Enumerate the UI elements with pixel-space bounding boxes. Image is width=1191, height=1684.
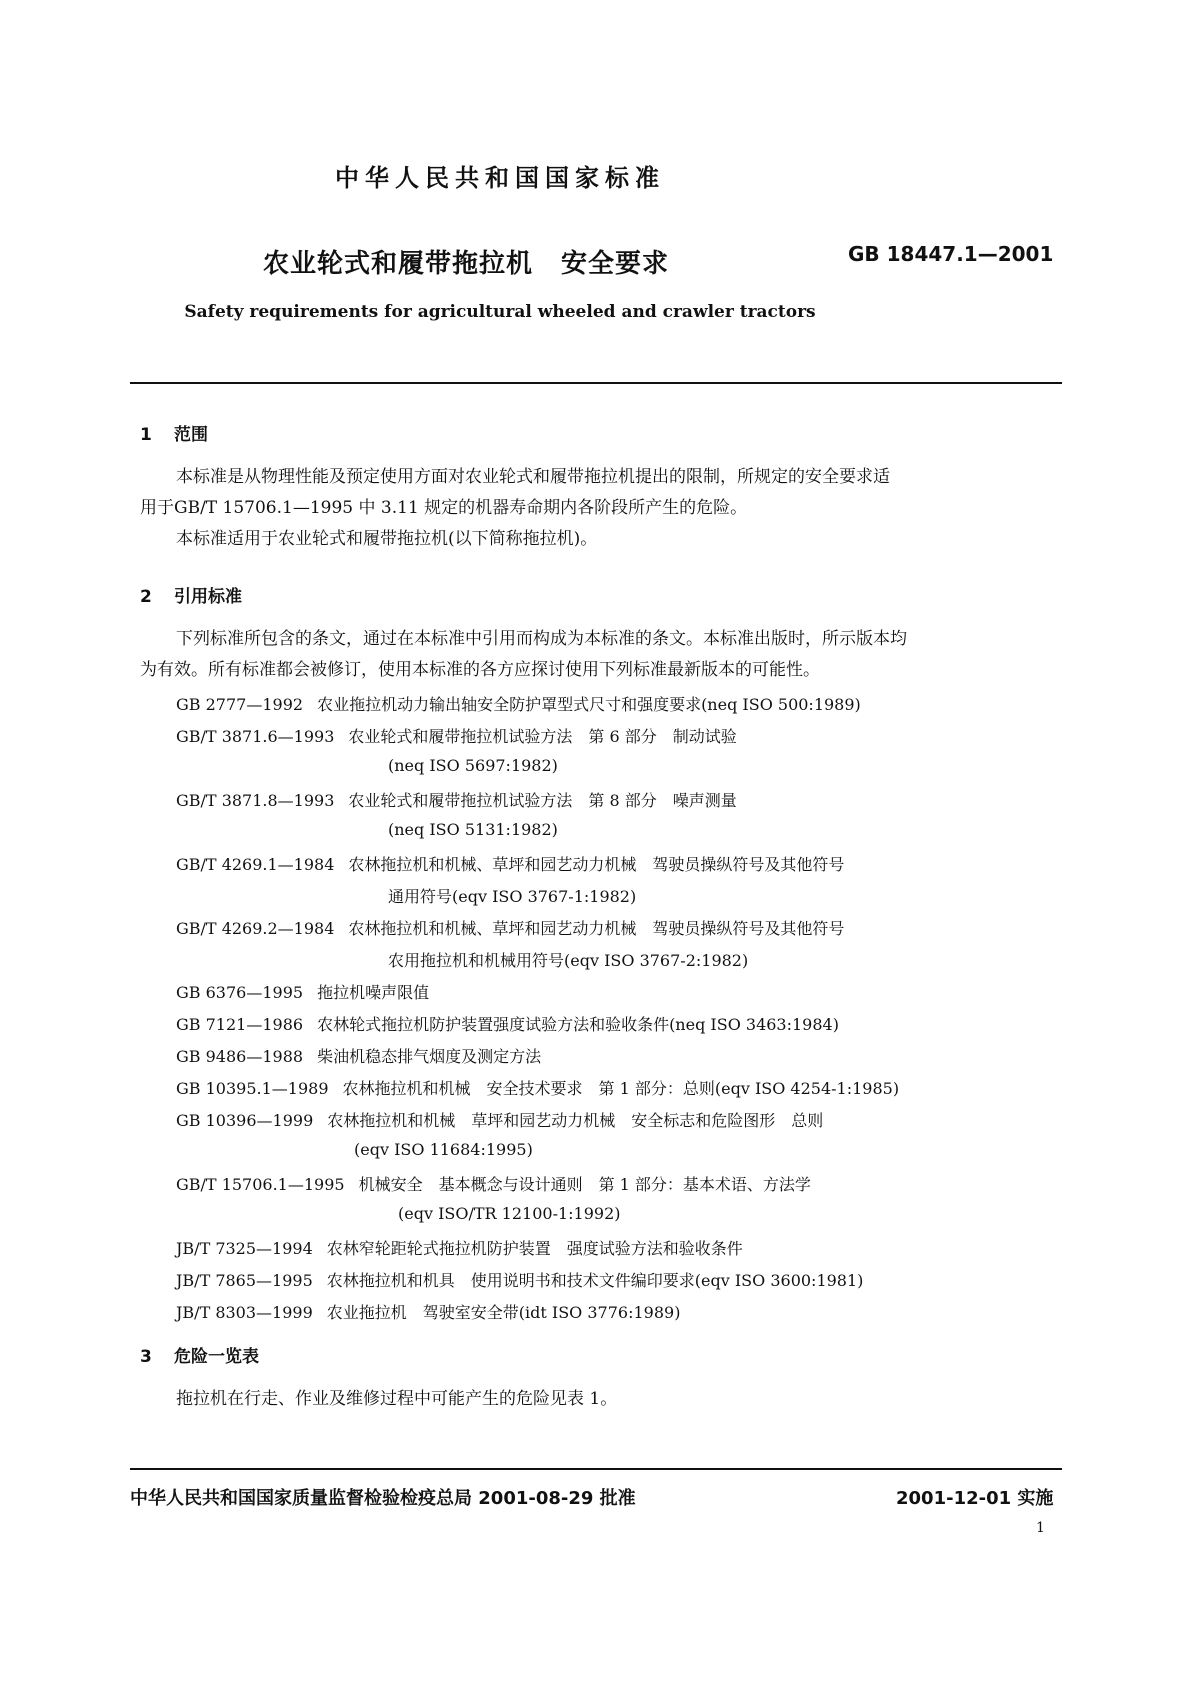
reference-item: GB 10395.1—1989 农林拖拉机和机械 安全技术要求 第 1 部分：总则(eqv ISO 4254-1:1985) (176, 1079, 900, 1098)
implementation-date: 2001-12-01 实施 (896, 1488, 1054, 1509)
section-3-number: 3 (140, 1347, 152, 1367)
reference-item-continuation: (eqv ISO 11684:1995) (354, 1140, 533, 1159)
section-1-paragraph-1 (140, 462, 1060, 524)
section-3-heading (140, 1342, 259, 1367)
section-1-title: 范围 (174, 425, 208, 445)
reference-item: GB/T 4269.2—1984 农林拖拉机和机械、草坪和园艺动力机械 驾驶员操纵符号及其他符号 (176, 919, 845, 938)
reference-item: GB/T 3871.8—1993 农业轮式和履带拖拉机试验方法 第 8 部分 噪声测量 (176, 791, 737, 810)
section-2-number: 2 (140, 587, 152, 607)
header-rule (130, 382, 1062, 384)
approval-info: 中华人民共和国国家质量监督检验检疫总局 2001-08-29 批准 (130, 1488, 636, 1509)
document-title-cn (263, 243, 669, 280)
reference-item: JB/T 7865—1995 农林拖拉机和机具 使用说明书和技术文件编印要求(eqv ISO 3600:1981) (176, 1271, 864, 1290)
section-2-p1-line2: 为有效。所有标准都会被修订，使用本标准的各方应探讨使用下列标准最新版本的可能性。 (140, 660, 820, 680)
section-1-p1-line2: 用于GB/T 15706.1—1995 中 3.11 规定的机器寿命期内各阶段所产生的危险。 (140, 498, 748, 518)
reference-item-continuation: (neq ISO 5697:1982) (388, 756, 558, 775)
reference-item-continuation: (neq ISO 5131:1982) (388, 820, 558, 839)
reference-item: GB 9486—1988 柴油机稳态排气烟度及测定方法 (176, 1047, 542, 1066)
reference-item: GB/T 3871.6—1993 农业轮式和履带拖拉机试验方法 第 6 部分 制动试验 (176, 727, 737, 746)
section-2-heading (140, 582, 242, 607)
section-1-number: 1 (140, 425, 152, 445)
reference-item: GB 6376—1995 拖拉机噪声限值 (176, 983, 430, 1002)
section-2-paragraph-1 (140, 624, 1060, 686)
section-1-paragraph-2 (140, 524, 1060, 555)
section-2-title: 引用标准 (174, 587, 242, 607)
reference-item: JB/T 7325—1994 农林窄轮距轮式拖拉机防护装置 强度试验方法和验收条件 (176, 1239, 743, 1258)
page-number: 1 (1036, 1520, 1045, 1536)
title-cn-part2: 安全要求 (561, 249, 670, 279)
reference-item-continuation: (eqv ISO/TR 12100-1:1992) (398, 1204, 621, 1223)
footer-rule (130, 1468, 1062, 1470)
document-title-en: Safety requirements for agricultural wheeled and crawler tractors (184, 302, 816, 322)
reference-item-continuation: 农用拖拉机和机械用符号(eqv ISO 3767-2:1982) (388, 951, 749, 970)
section-2-p1-line1: 下列标准所包含的条文，通过在本标准中引用而构成为本标准的条文。本标准出版时，所示版本均 (176, 629, 907, 649)
reference-item: GB 2777—1992 农业拖拉机动力输出轴安全防护罩型式尺寸和强度要求(neq ISO 500:1989) (176, 695, 861, 714)
reference-item: GB/T 4269.1—1984 农林拖拉机和机械、草坪和园艺动力机械 驾驶员操纵符号及其他符号 (176, 855, 845, 874)
reference-item: GB 10396—1999 农林拖拉机和机械 草坪和园艺动力机械 安全标志和危险图形 总则 (176, 1111, 824, 1130)
reference-item: GB/T 15706.1—1995 机械安全 基本概念与设计通则 第 1 部分：基本术语、方法学 (176, 1175, 811, 1194)
title-cn-part1: 农业轮式和履带拖拉机 (263, 249, 534, 279)
section-1-heading (140, 420, 208, 445)
section-3-p1: 拖拉机在行走、作业及维修过程中可能产生的危险见表 1。 (176, 1389, 618, 1409)
reference-item: JB/T 8303—1999 农业拖拉机 驾驶室安全带(idt ISO 3776:1989) (176, 1303, 681, 1322)
reference-item: GB 7121—1986 农林轮式拖拉机防护装置强度试验方法和验收条件(neq ISO 3463:1984) (176, 1015, 839, 1034)
section-3-title: 危险一览表 (174, 1347, 259, 1367)
document-number: GB 18447.1—2001 (848, 242, 1054, 266)
section-3-paragraph-1 (140, 1384, 1060, 1415)
standard-org: 中华人民共和国国家标准 (335, 164, 665, 192)
section-1-p1-line1: 本标准是从物理性能及预定使用方面对农业轮式和履带拖拉机提出的限制，所规定的安全要求适 (176, 467, 890, 487)
section-1-p2: 本标准适用于农业轮式和履带拖拉机(以下简称拖拉机)。 (176, 529, 598, 549)
reference-item-continuation: 通用符号(eqv ISO 3767-1:1982) (388, 887, 637, 906)
